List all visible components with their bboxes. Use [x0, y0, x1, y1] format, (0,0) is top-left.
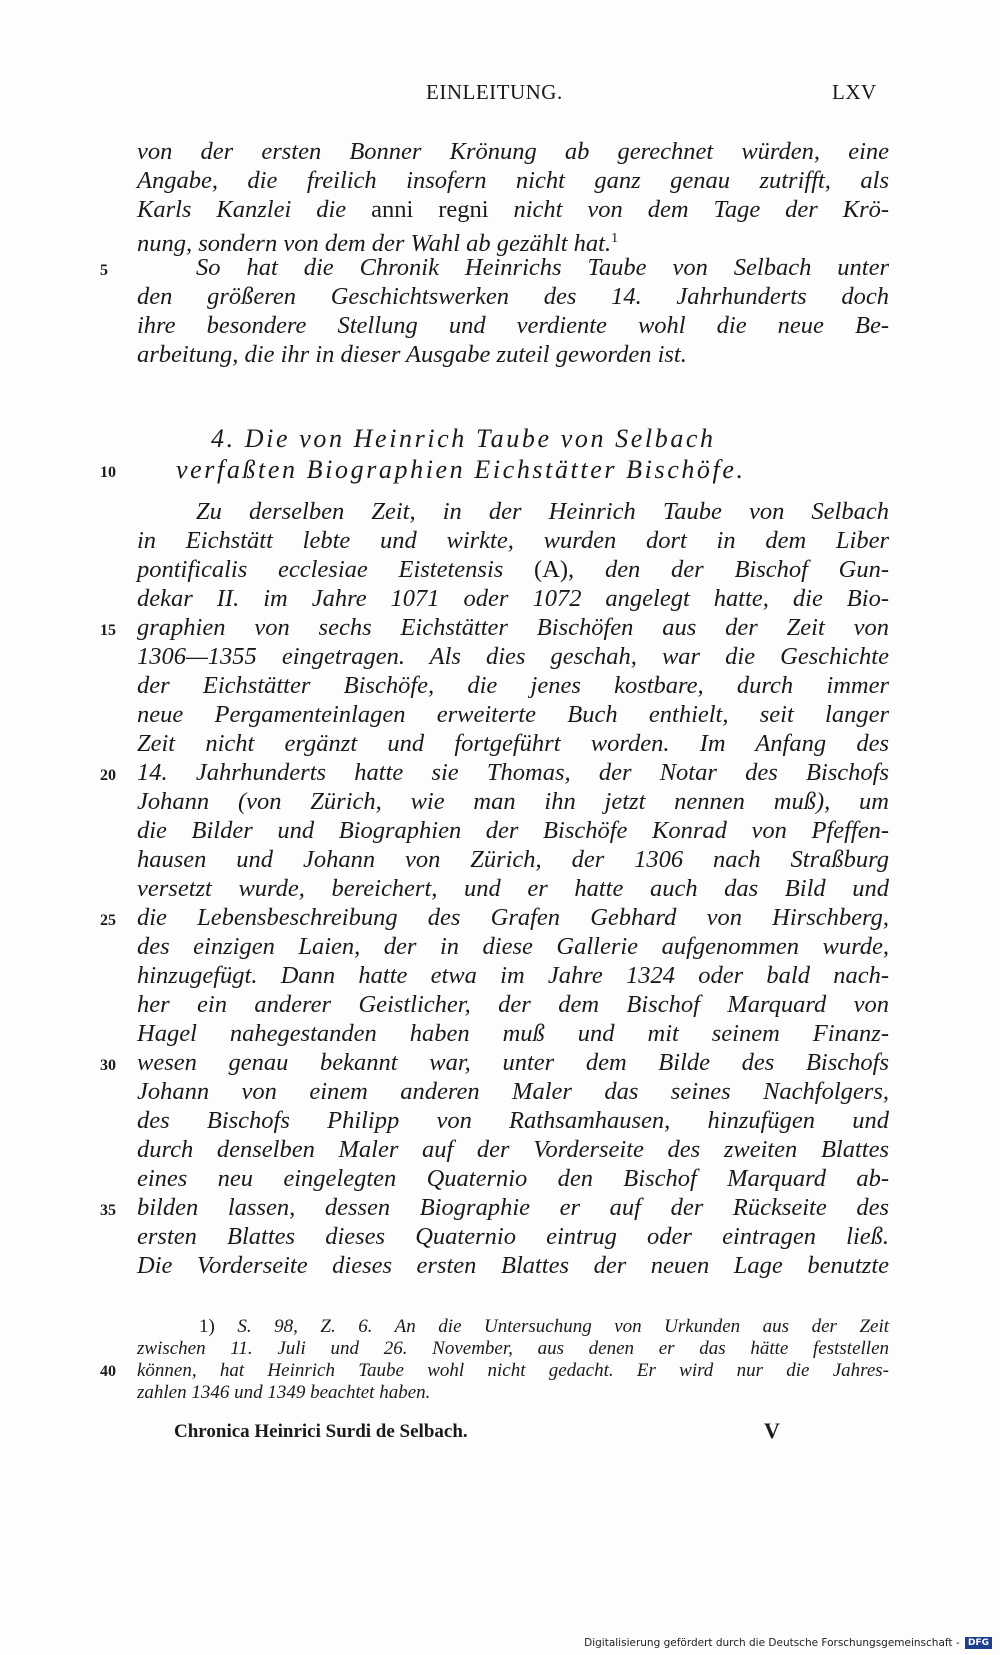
text-segment: pontificalis ecclesiae Eistetensis	[137, 556, 504, 583]
text-line: wesen genau bekannt war, unter dem Bilde des Bischofs	[137, 1049, 889, 1076]
text-line: hausen und Johann von Zürich, der 1306 nach Straßburg	[137, 846, 889, 873]
dfg-logo: DFG	[965, 1637, 992, 1649]
line-number: 15	[100, 622, 116, 639]
text-line: in Eichstätt lebte und wirkte, wurden dort in dem Liber	[137, 527, 889, 554]
text-line: des Bischofs Philipp von Rathsamhausen, hinzufügen und	[137, 1107, 889, 1134]
text-line: Angabe, die freilich insofern nicht ganz genau zutrifft, als	[137, 167, 889, 194]
footnote-reference: 1	[611, 231, 619, 246]
text-line: des einzigen Laien, der in diese Gallerie aufgenommen wurde,	[137, 933, 889, 960]
footnote-line: können, hat Heinrich Taube wohl nicht gedacht. Er wird nur die Jahres-	[137, 1360, 889, 1381]
text-line: 1306—1355 eingetragen. Als dies geschah, war die Geschichte	[137, 643, 889, 670]
text-line: eines neu eingelegten Quaternio den Bischof Marquard ab-	[137, 1165, 889, 1192]
text-line	[137, 555, 889, 584]
text-line: arbeitung, die ihr in dieser Ausgabe zuteil geworden ist.	[137, 341, 687, 368]
text-segment: Karls Kanzlei die	[137, 196, 347, 223]
text-line: der Eichstätter Bischöfe, die jenes kostbare, durch immer	[137, 672, 889, 699]
text-line: den größeren Geschichtswerken des 14. Jahrhunderts doch	[137, 283, 889, 310]
running-head	[0, 80, 1000, 110]
line-number: 35	[100, 1202, 116, 1219]
section-heading: 4. Die von Heinrich Taube von Selbach	[211, 424, 716, 453]
line-number: 25	[100, 912, 116, 929]
line-number: 10	[100, 464, 116, 481]
line-number: 30	[100, 1057, 116, 1074]
running-head-title: EINLEITUNG.	[426, 80, 563, 104]
line-number: 40	[100, 1363, 116, 1380]
footnote-marker: 1)	[199, 1316, 215, 1337]
text-line: bilden lassen, dessen Biographie er auf der Rückseite des	[137, 1194, 889, 1221]
text-segment: nung, sondern von dem der Wahl ab gezählt hat.	[137, 230, 612, 258]
text-line: 14. Jahrhunderts hatte sie Thomas, der Notar des Bischofs	[137, 759, 889, 786]
text-segment-roman: (A),	[534, 556, 575, 583]
digitization-credit	[584, 1637, 992, 1649]
text-segment-roman: anni regni	[371, 196, 489, 223]
text-line: ihre besondere Stellung und verdiente wohl die neue Be-	[137, 312, 889, 339]
line-number: 5	[100, 262, 108, 279]
footnote-line: zahlen 1346 und 1349 beachtet haben.	[137, 1382, 431, 1403]
text-line: So hat die Chronik Heinrichs Taube von Selbach unter	[196, 254, 889, 281]
text-line	[137, 195, 889, 224]
credit-text: Digitalisierung gefördert durch die Deutsche Forschungsgemeinschaft -	[584, 1637, 960, 1649]
section-heading: verfaßten Biographien Eichstätter Bischöfe.	[176, 455, 746, 484]
page-number: LXV	[832, 80, 877, 104]
text-line: Hagel nahegestanden haben muß und mit seinem Finanz-	[137, 1020, 889, 1047]
footnote-text: S. 98, Z. 6. An die Untersuchung von Urkunden aus der Zeit	[237, 1316, 890, 1337]
text-line: hinzugefügt. Dann hatte etwa im Jahre 1324 oder bald nach-	[137, 962, 889, 989]
text-line: die Bilder und Biographien der Bischöfe Konrad von Pfeffen-	[137, 817, 889, 844]
line-number: 20	[100, 767, 116, 784]
footnote-line	[199, 1316, 889, 1338]
text-line: versetzt wurde, bereichert, und er hatte auch das Bild und	[137, 875, 889, 902]
text-line: die Lebensbeschreibung des Grafen Gebhard von Hirschberg,	[137, 904, 889, 931]
text-line: durch denselben Maler auf der Vorderseite des zweiten Blattes	[137, 1136, 889, 1163]
text-line: von der ersten Bonner Krönung ab gerechnet würden, eine	[137, 138, 889, 165]
text-line: dekar II. im Jahre 1071 oder 1072 angelegt hatte, die Bio-	[137, 585, 889, 612]
text-line: ersten Blattes dieses Quaternio eintrug oder eintragen ließ.	[137, 1223, 889, 1250]
footnote-line: zwischen 11. Juli und 26. November, aus denen er das hätte feststellen	[137, 1338, 889, 1359]
text-line: graphien von sechs Eichstätter Bischöfen aus der Zeit von	[137, 614, 889, 641]
text-line: Johann von einem anderen Maler das seines Nachfolgers,	[137, 1078, 889, 1105]
signature-mark: V	[764, 1418, 780, 1443]
signature-title: Chronica Heinrici Surdi de Selbach.	[174, 1421, 468, 1442]
text-line: her ein anderer Geistlicher, der dem Bischof Marquard von	[137, 991, 889, 1018]
text-segment: den der Bischof Gun-	[604, 556, 890, 583]
text-line: Die Vorderseite dieses ersten Blattes der neuen Lage benutzte	[137, 1252, 889, 1279]
text-line: neue Pergamenteinlagen erweiterte Buch enthielt, seit langer	[137, 701, 889, 728]
text-line: Zu derselben Zeit, in der Heinrich Taube von Selbach	[196, 498, 889, 525]
text-line: Zeit nicht ergänzt und fortgeführt worden. Im Anfang des	[137, 730, 889, 757]
text-line: Johann (von Zürich, wie man ihn jetzt nennen muß), um	[137, 788, 889, 815]
text-segment: nicht von dem Tage der Krö-	[513, 196, 890, 223]
